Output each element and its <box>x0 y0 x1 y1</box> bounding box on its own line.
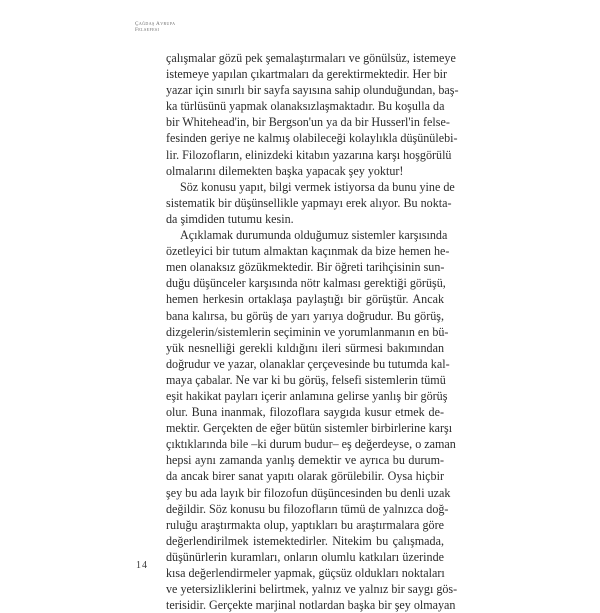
text-line: Söz konusu yapıt, bilgi vermek istiyorsa da bunu yine de <box>180 179 455 194</box>
text-line: bir Whitehead'in, bir Bergson'un ya da bir Husserl'in felse- <box>166 115 450 130</box>
text-line: olmalarını dilemekten başka yapacak şey yoktur! <box>166 163 404 178</box>
text-line: fesinden geriye ne kalmış olabileceği kolaylıkla düşünülebi- <box>166 131 458 146</box>
text-line: lir. Filozofların, elinizdeki kitabın yazarına karşı hoşgörülü <box>166 147 452 162</box>
text-line: çalışmalar gözü pek şemalaştırmaları ve gönülsüz, istemeye <box>166 51 456 65</box>
running-head <box>135 21 175 33</box>
text-line: ka türlüsünü yapmak olanaksızlaşmaktadır. Bu koşulla da <box>166 99 445 114</box>
text-line: ruluğu araştırmakta olup, yaptıkları bu araştırmalara göre <box>166 517 444 532</box>
running-head-line-1: Çağdaş Avrupa <box>135 21 176 27</box>
text-line: doğrudur ve yazar, olanaklar çerçevesinde bu tutumda kal- <box>166 356 450 371</box>
body-text <box>166 50 459 613</box>
page-number: 14 <box>136 560 148 571</box>
running-head-line-2: Felsefesi <box>135 27 160 33</box>
text-line: da ancak birer sanat yapıtı olarak görülebilir. Oysa hiçbir <box>166 469 444 484</box>
text-line: Açıklamak durumunda olduğumuz sistemler karşısında <box>180 228 448 243</box>
text-line: değildir. Söz konusu bu filozofların tümü de yalnızca doğ- <box>166 501 449 516</box>
text-line: hepsi aynı zamanda yanlış demektir ve ayrıca bu durum- <box>166 453 444 468</box>
text-line: düşünürlerin kuramları, onların olumlu katkıları üzerinde <box>166 549 444 564</box>
text-line: sistematik bir düşünsellikle yapmayı erek alıyor. Bu nokta- <box>166 195 452 210</box>
text-line: olur. Buna inanmak, filozoflara saygıda kusur etmek de- <box>166 405 444 420</box>
text-line: kısa değerlendirmeler yapmak, güçsüz oldukları noktaları <box>166 566 445 580</box>
text-line: yük nesnelliği gerekli kıldığını ileri sürmesi bakımından <box>166 340 444 355</box>
text-line: özetleyici bir tutum almaktan kaçınmak da bize hemen he- <box>166 244 450 259</box>
text-line: dizgelerin/sistemlerin seçiminin ve yorumlanmanın en bü- <box>166 324 449 339</box>
text-line: hemen herkesin ortaklaşa paylaştığı bir görüştür. Ancak <box>166 292 444 307</box>
text-line: terisidir. Gerçekte marjinal notlardan başka bir şey olmayan <box>166 598 456 613</box>
text-line: da şimdiden tutumu kesin. <box>166 211 294 226</box>
text-line: çıktıklarında bile –ki durum budur– eş değerdeyse, o zaman <box>166 437 456 452</box>
text-line: yazar için sınırlı bir sayfa sayısına sahip olunduğundan, baş- <box>166 83 459 98</box>
text-line: mektir. Gerçekten de eğer bütün sistemler birbirlerine karşı <box>166 421 453 436</box>
text-line: değerlendirilmek istemektedirler. Nitekim bu çalışmada, <box>166 533 444 548</box>
text-line: şey bu ada layık bir filozofun düşüncesinden bu denli uzak <box>166 485 451 500</box>
text-line: men olanaksız gözükmektedir. Bir öğreti tarihçisinin sun- <box>166 260 445 275</box>
text-line: duğu düşünceler karşısında nötr kalması gerektiği görüşü, <box>166 276 446 291</box>
text-line: istemeye yapılan çıkartmaları da gerektirmektedir. Her bir <box>166 67 448 82</box>
text-line: ve yetersizliklerini belirtmek, yalnız ve yalnız bir saygı gös- <box>166 582 458 597</box>
text-line: bana kalırsa, bu görüş de yarı yarıya doğrudur. Bu görüş, <box>166 308 444 323</box>
text-line: maya çabalar. Ne var ki bu görüş, felsefi sistemlerin tümü <box>166 372 446 387</box>
text-line: eşit hakikat payları içerir anlamına gelirse yanlış bir görüş <box>166 388 448 403</box>
